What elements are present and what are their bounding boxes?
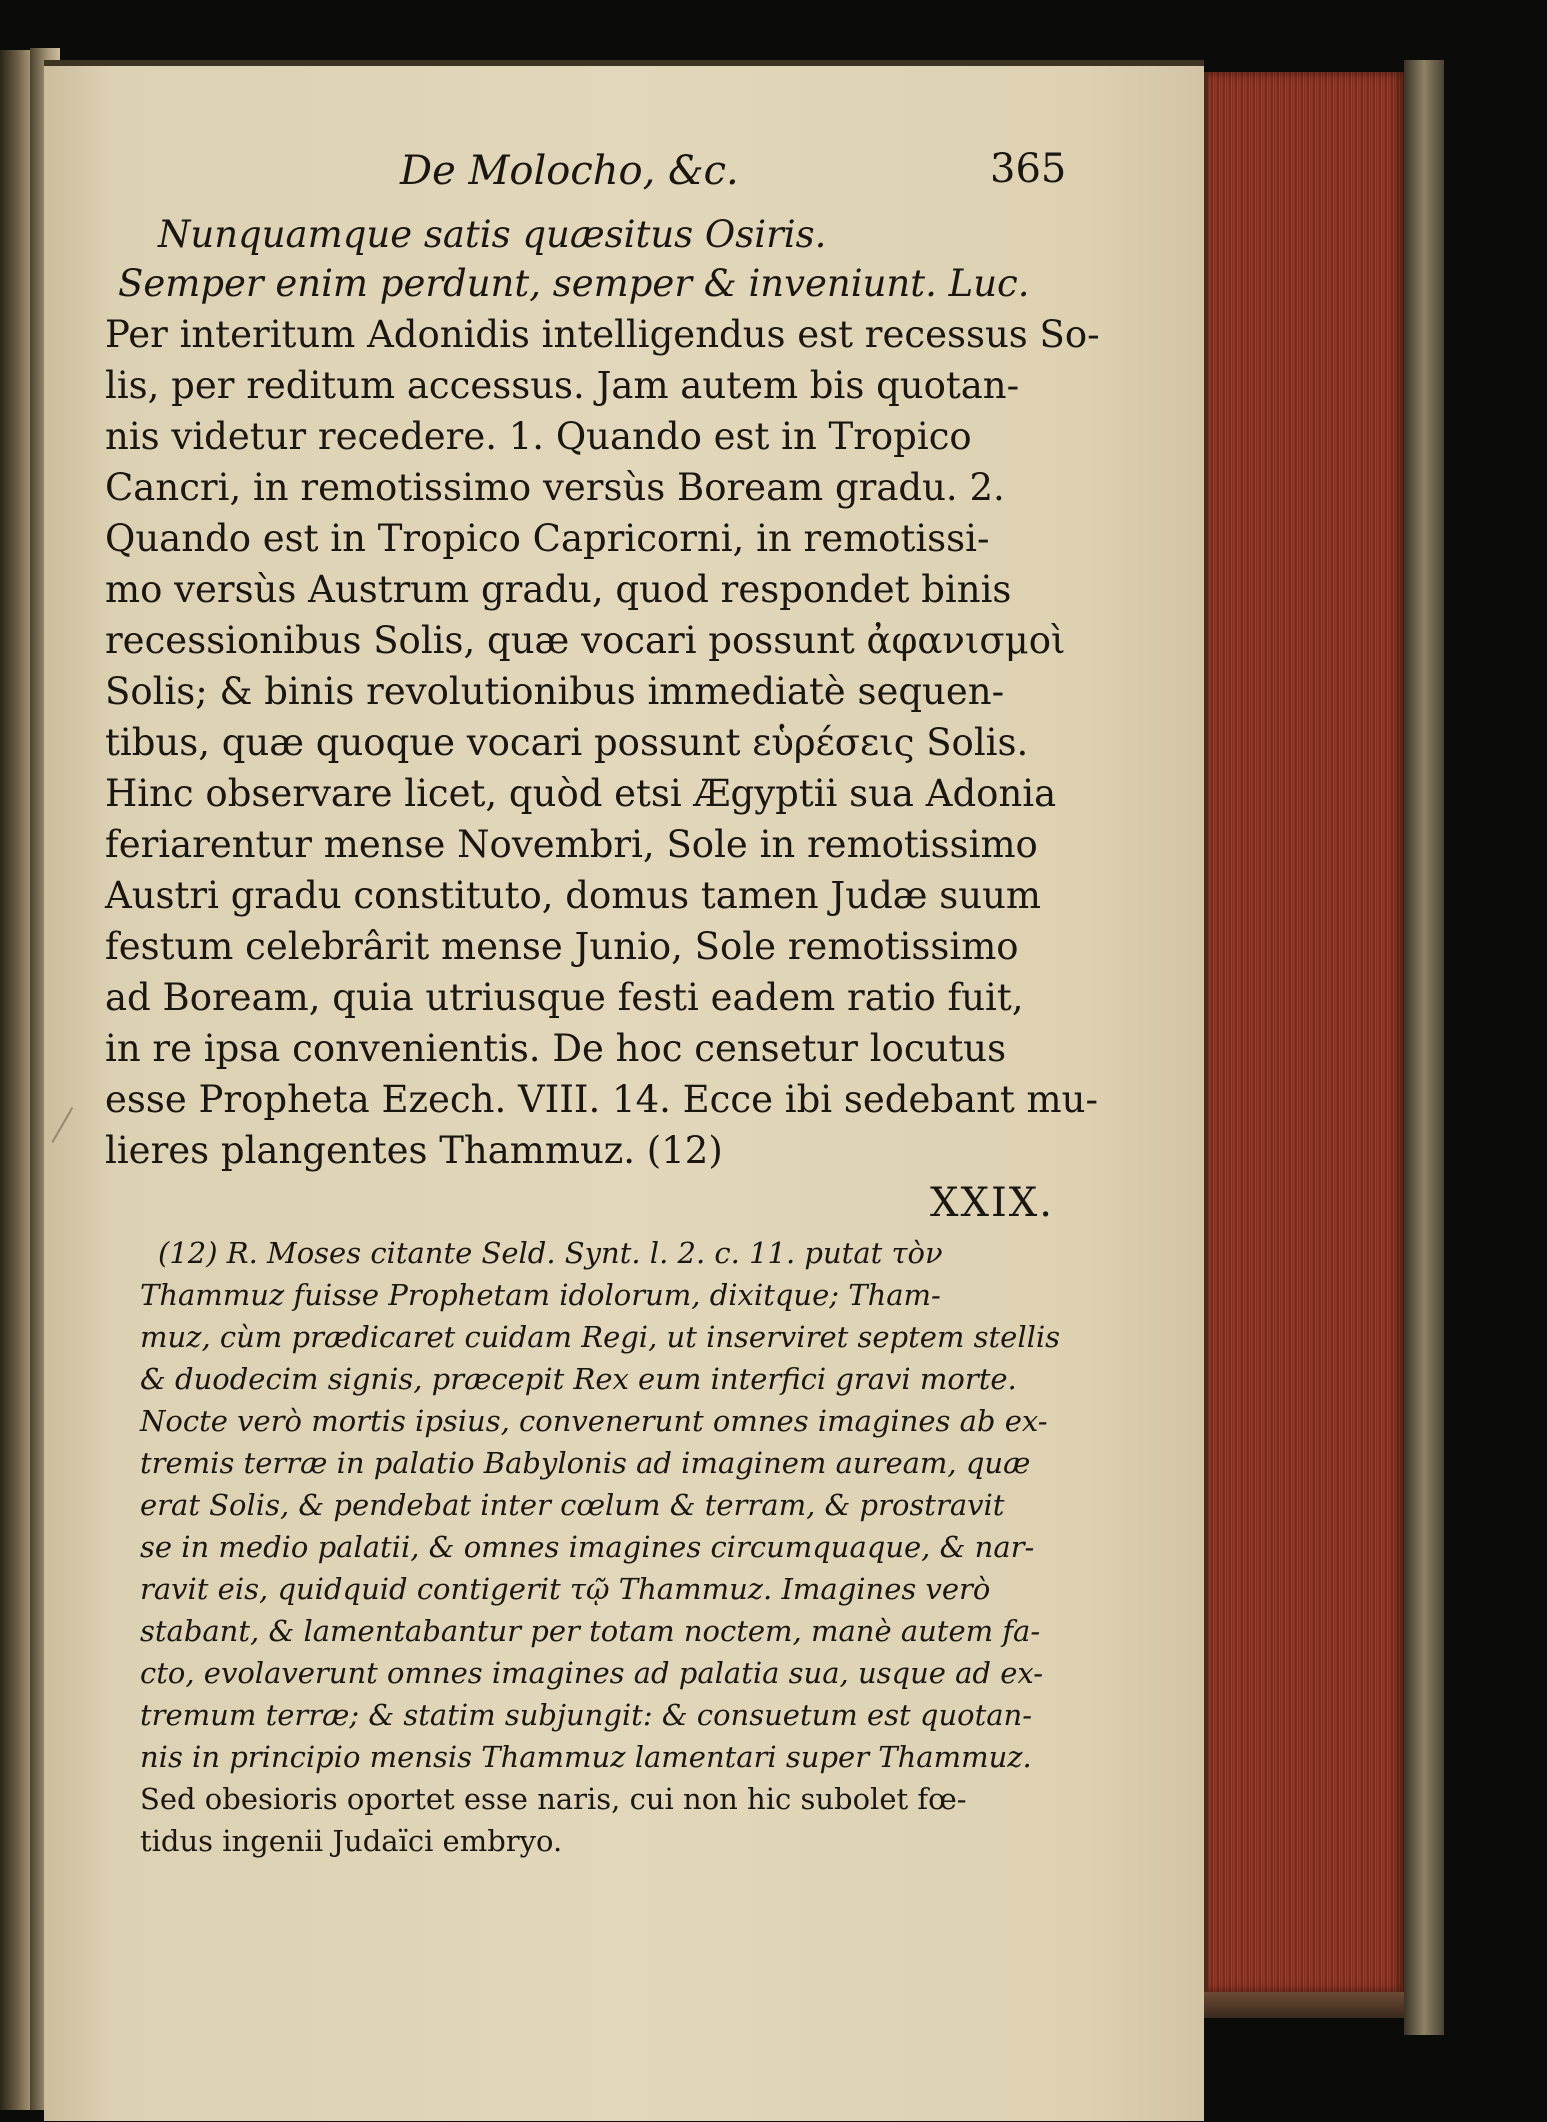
body-line: festum celebrârit mense Junio, Sole remotissimo	[105, 925, 1019, 968]
footnote-line: (12) R. Moses citante Seld. Synt. l. 2. c. 11. putat τὸν	[158, 1236, 943, 1270]
body-line: nis videtur recedere. 1. Quando est in Tropico	[105, 415, 972, 458]
footnote-line: ravit eis, quidquid contigerit τῷ Thammuz. Imagines verò	[140, 1572, 991, 1606]
body-line: mo versùs Austrum gradu, quod respondet binis	[105, 568, 1012, 611]
body-line: Semper enim perdunt, semper & inveniunt. Luc.	[118, 262, 1030, 305]
body-line: Nunquamque satis quæsitus Osiris.	[158, 213, 827, 256]
footnote-line: & duodecim signis, præcepit Rex eum interfici gravi morte.	[140, 1362, 1017, 1396]
footnote-line: tremum terræ; & statim subjungit: & consuetum est quotan-	[140, 1698, 1033, 1732]
footnote-line: nis in principio mensis Thammuz lamentari super Thammuz.	[140, 1740, 1032, 1774]
footnote-line: Nocte verò mortis ipsius, convenerunt omnes imagines ab ex-	[140, 1404, 1048, 1438]
footnote-line: se in medio palatii, & omnes imagines circumquaque, & nar-	[140, 1530, 1035, 1564]
body-line: feriarentur mense Novembri, Sole in remotissimo	[105, 823, 1038, 866]
footnote-line: Sed obesioris oportet esse naris, cui non hic subolet fœ-	[140, 1782, 967, 1816]
body-line: Austri gradu constituto, domus tamen Judæ suum	[105, 874, 1042, 917]
body-line: Hinc observare licet, quòd etsi Ægyptii sua Adonia	[105, 772, 1057, 815]
body-line: Quando est in Tropico Capricorni, in remotissi-	[105, 517, 990, 560]
body-line: ad Boream, quia utriusque festi eadem ratio fuit,	[105, 976, 1024, 1019]
footnote-line: tremis terræ in palatio Babylonis ad imaginem auream, quæ	[140, 1446, 1031, 1480]
body-line: Solis; & binis revolutionibus immediatè sequen-	[105, 670, 1005, 713]
footnote-line: stabant, & lamentabantur per totam noctem, manè autem fa-	[140, 1614, 1041, 1648]
page-number: 365	[990, 146, 1067, 192]
body-line: recessionibus Solis, quæ vocari possunt ἀφανισμοὶ	[105, 619, 1066, 662]
body-line: lieres plangentes Thammuz. (12)	[105, 1129, 723, 1172]
footnote-line: muz, cùm prædicaret cuidam Regi, ut inserviret septem stellis	[140, 1320, 1061, 1354]
body-line: esse Propheta Ezech. VIII. 14. Ecce ibi sedebant mu-	[105, 1078, 1098, 1121]
section-number: XXIX.	[930, 1180, 1054, 1226]
footnote-line: erat Solis, & pendebat inter cœlum & terram, & prostravit	[140, 1488, 1005, 1522]
footnote-line: Thammuz fuisse Prophetam idolorum, dixitque; Tham-	[140, 1278, 941, 1312]
footnote-line: cto, evolaverunt omnes imagines ad palatia sua, usque ad ex-	[140, 1656, 1044, 1690]
running-head: De Molocho, &c.	[400, 148, 739, 194]
body-line: lis, per reditum accessus. Jam autem bis quotan-	[105, 364, 1020, 407]
body-line: tibus, quæ quoque vocari possunt εὑρέσεις Solis.	[105, 721, 1029, 764]
body-line: in re ipsa convenientis. De hoc censetur locutus	[105, 1027, 1007, 1070]
body-line: Per interitum Adonidis intelligendus est recessus So-	[105, 313, 1100, 356]
footnote-line: tidus ingenii Judaïci embryo.	[140, 1824, 563, 1858]
body-line: Cancri, in remotissimo versùs Boream gradu. 2.	[105, 466, 1005, 509]
